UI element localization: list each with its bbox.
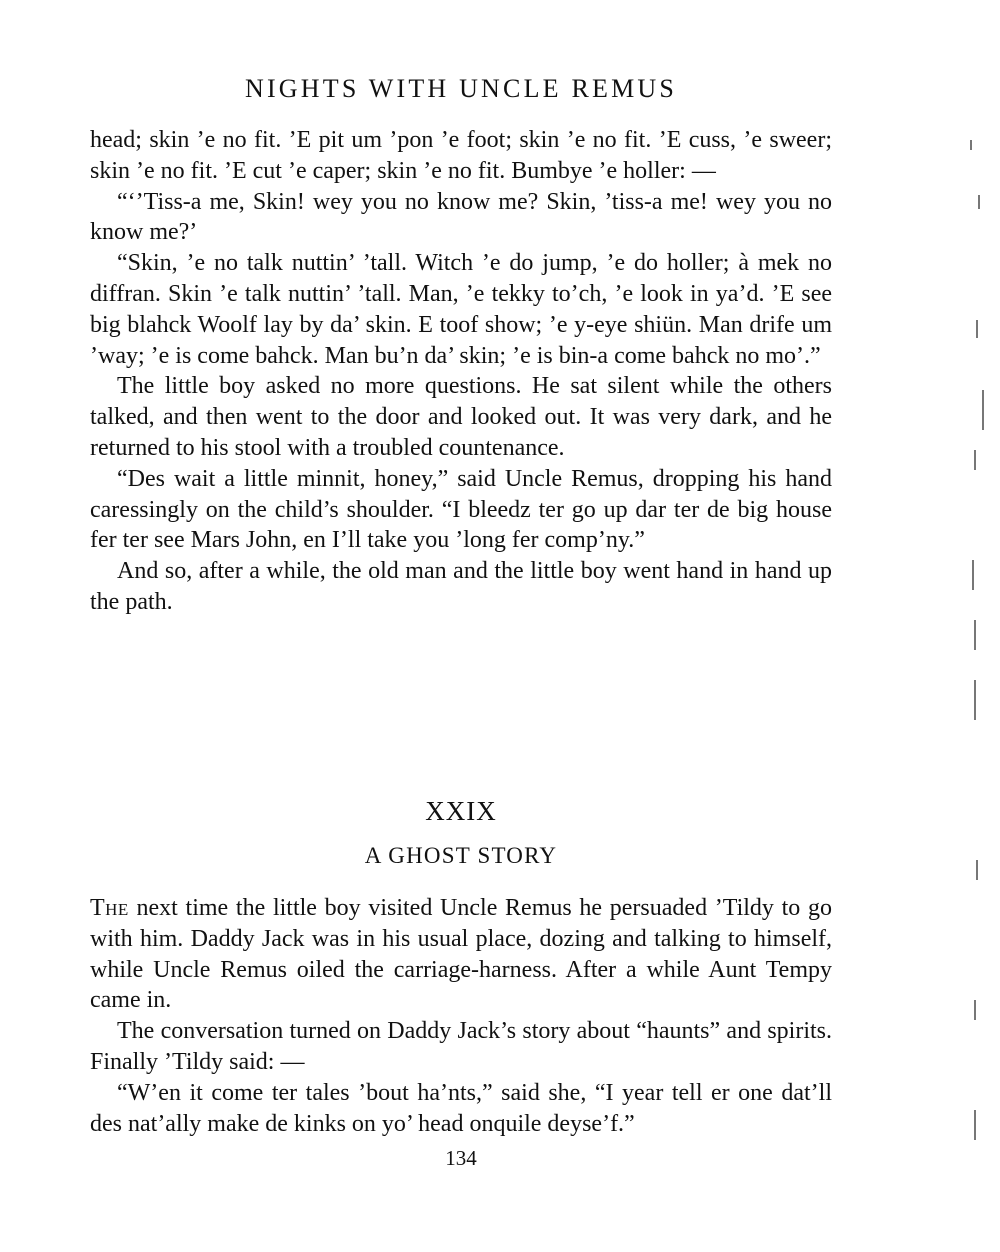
chapter-number: XXIX bbox=[425, 796, 497, 826]
paragraph: The little boy asked no more questions. He sat silent while the others talked, and then went to the door and looked out. It was very dark, and he returned to his stool with a troubled countenance. bbox=[90, 373, 832, 461]
scan-speck bbox=[974, 1000, 976, 1020]
paragraph-text: next time the little boy visited Uncle Remus he persuaded ’Tildy to go with him. Daddy Jack was in his usual place, dozing and talking to himself, while Uncle Remus oiled the carriage-harness. After a while Aunt Tempy came in. bbox=[90, 895, 832, 1014]
paragraph: “W’en it come ter tales ’bout ha’nts,” said she, “I year tell er one dat’ll des nat’ally make de kinks on yo’ head onquile deyse’f.” bbox=[90, 1079, 832, 1137]
paragraph: head; skin ’e no fit. ’E pit um ’pon ’e foot; skin ’e no fit. ’E cuss, ’e sweer; skin ’e no fit. ’E cut ’e caper; skin ’e no fit. Bumbye ’e holler: — bbox=[90, 127, 832, 184]
book-page bbox=[90, 0, 832, 1252]
running-head: NIGHTS WITH UNCLE REMUS bbox=[244, 74, 678, 103]
paragraph: The conversation turned on Daddy Jack’s story about “haunts” and spirits. Finally ’Tildy said: — bbox=[90, 1018, 832, 1075]
scan-speck bbox=[982, 390, 984, 430]
scan-speck bbox=[976, 320, 978, 338]
scan-speck bbox=[972, 560, 974, 590]
paragraph: And so, after a while, the old man and the little boy went hand in hand up the path. bbox=[90, 558, 832, 615]
scan-speck bbox=[974, 450, 976, 470]
paragraph: “Skin, ’e no talk nuttin’ ’tall. Witch ’e do jump, ’e do holler; à mek no diffran. Skin ’e talk nuttin’ ’tall. Man, ’e tekky to’ch, ’e look in ya’d. ’E see big blahck Woolf lay by da’ skin. E toof show; ’e y-eye shiün. Man drife um ’way; ’e is come bahck. Man bu’n da’ skin; ’e is bin-a come bahck no mo’.” bbox=[90, 250, 832, 369]
paragraph: “Des wait a little minnit, honey,” said Uncle Remus, dropping his hand caressingly on the child’s shoulder. “I bleedz ter go up dar ter de big house fer ter see Mars John, en I’ll take you ’long fer comp’ny.” bbox=[90, 465, 832, 554]
scan-speck bbox=[974, 680, 976, 720]
body-text bbox=[90, 125, 832, 618]
paragraph: “‘’Tiss-a me, Skin! wey you no know me? Skin, ’tiss-a me! wey you no know me?’ bbox=[90, 188, 832, 246]
scan-speck bbox=[978, 195, 980, 209]
chapter-body bbox=[90, 893, 832, 1139]
chapter-opening-paragraph bbox=[90, 893, 832, 1016]
scan-speck bbox=[974, 620, 976, 650]
chapter-title: A GHOST STORY bbox=[364, 843, 558, 868]
page-number: 134 bbox=[445, 1146, 477, 1170]
scan-edge-artifact bbox=[958, 120, 998, 1180]
scan-speck bbox=[970, 140, 972, 150]
small-caps-opening-word: The bbox=[90, 895, 129, 921]
scan-speck bbox=[974, 1110, 976, 1140]
scan-speck bbox=[976, 860, 978, 880]
